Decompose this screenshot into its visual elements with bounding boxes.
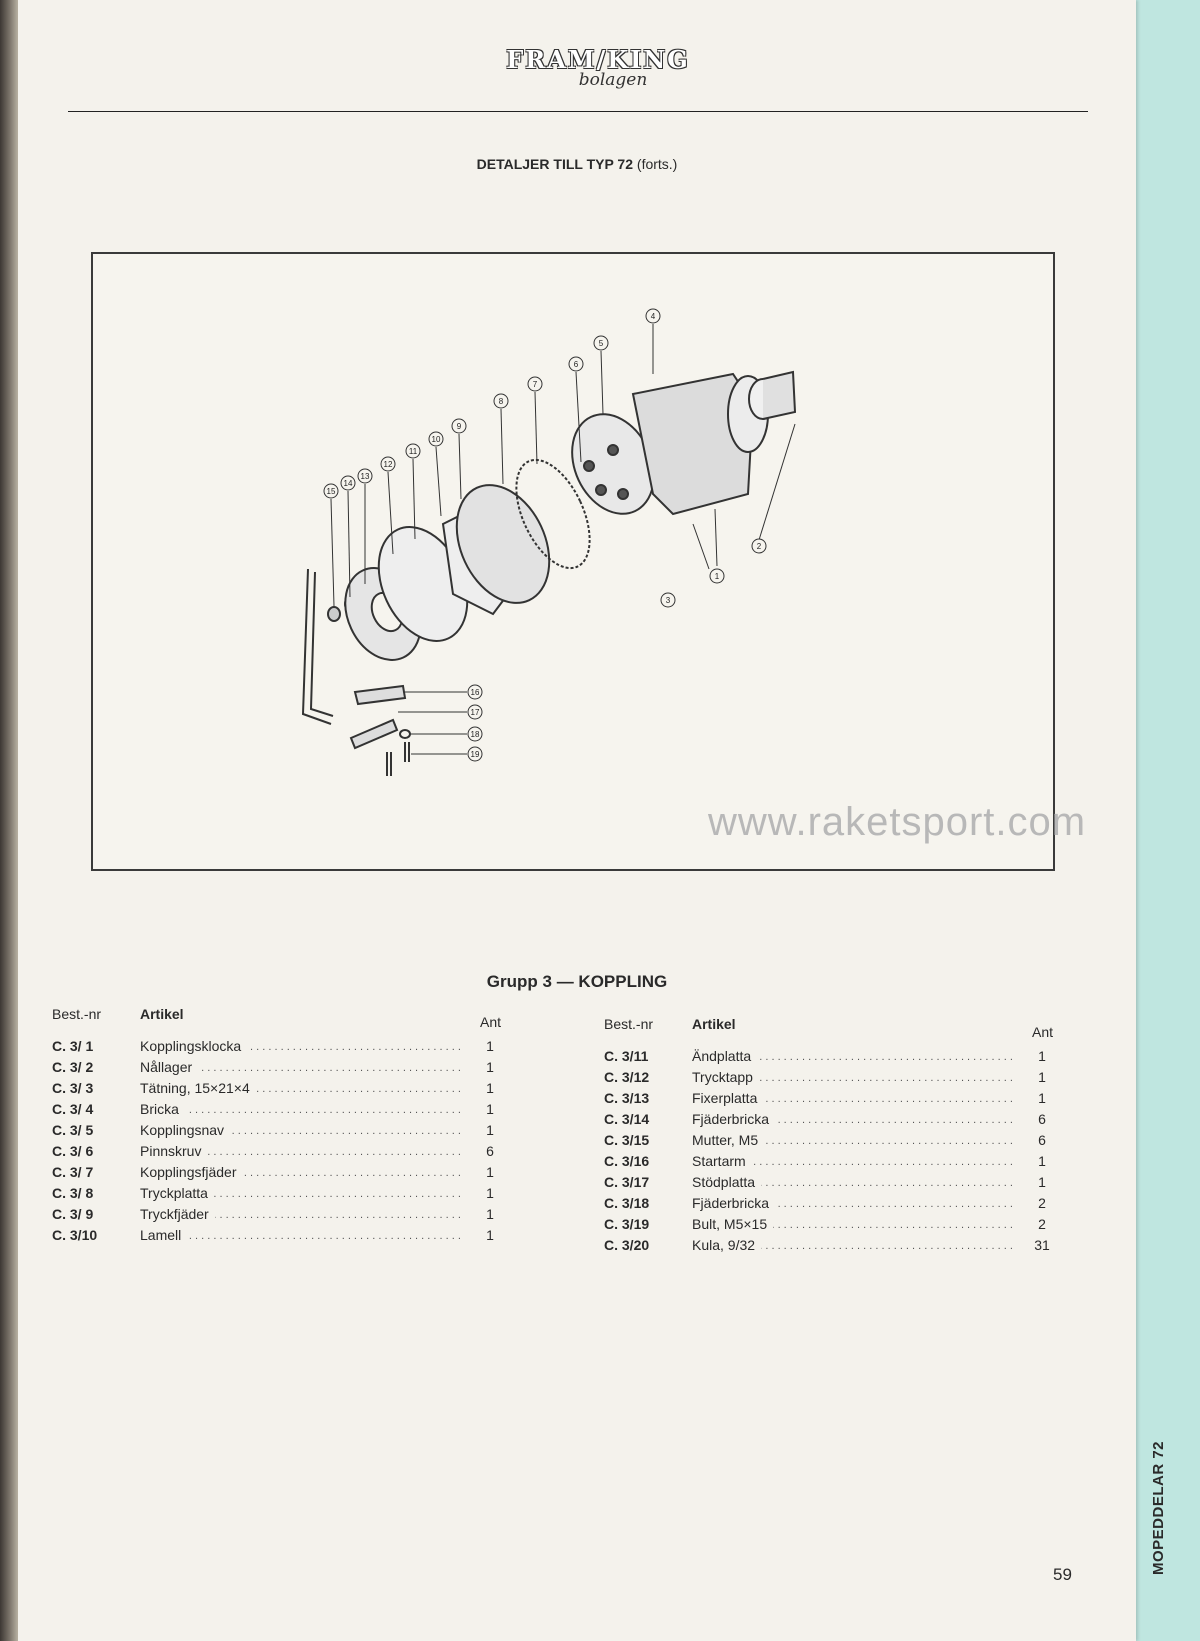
part-qty: 2 bbox=[1038, 1216, 1046, 1232]
part-name: Tryckfjäder bbox=[140, 1206, 215, 1222]
part-qty: 6 bbox=[1038, 1132, 1046, 1148]
part-code: C. 3/17 bbox=[604, 1174, 650, 1190]
table-row bbox=[604, 1195, 1074, 1216]
part-name-cell bbox=[140, 1101, 460, 1117]
part-name: Kopplingsklocka bbox=[140, 1038, 247, 1054]
part-qty: 1 bbox=[1038, 1090, 1046, 1106]
callout-label: 4 bbox=[650, 312, 656, 321]
callout-label: 12 bbox=[383, 460, 393, 469]
part-code: C. 3/ 3 bbox=[52, 1080, 94, 1096]
callout-11 bbox=[406, 444, 420, 458]
part-code: C. 3/14 bbox=[604, 1111, 650, 1127]
callout-label: 18 bbox=[470, 730, 480, 739]
callout-label: 1 bbox=[714, 572, 720, 581]
part-code: C. 3/11 bbox=[604, 1048, 649, 1064]
table-row bbox=[604, 1090, 1074, 1111]
part-name-cell bbox=[692, 1216, 1012, 1232]
part-qty: 1 bbox=[1038, 1048, 1046, 1064]
table-row bbox=[604, 1048, 1074, 1069]
part-code: C. 3/20 bbox=[604, 1237, 650, 1253]
part-name-cell bbox=[692, 1153, 1012, 1169]
part-name-cell bbox=[140, 1206, 460, 1222]
table-row bbox=[604, 1069, 1074, 1090]
table-header bbox=[604, 1016, 1074, 1048]
brand-logo bbox=[478, 45, 718, 90]
table-row bbox=[604, 1132, 1074, 1153]
part-code: C. 3/15 bbox=[604, 1132, 650, 1148]
part-code: C. 3/18 bbox=[604, 1195, 650, 1211]
callout-15 bbox=[324, 484, 338, 498]
part-code: C. 3/ 6 bbox=[52, 1143, 94, 1159]
part-name: Lamell bbox=[140, 1227, 187, 1243]
parts-table-right bbox=[604, 1016, 1074, 1258]
part-name-cell bbox=[140, 1080, 460, 1096]
subtitle-main: DETALJER TILL TYP 72 bbox=[476, 156, 634, 172]
parts-table-left bbox=[52, 1006, 522, 1248]
callout-10 bbox=[429, 432, 443, 446]
callout-label: 19 bbox=[470, 750, 480, 759]
part-code: C. 3/19 bbox=[604, 1216, 650, 1232]
part-qty: 1 bbox=[486, 1164, 494, 1180]
document-page bbox=[18, 0, 1136, 1641]
callout-label: 15 bbox=[326, 487, 336, 496]
callout-label: 17 bbox=[470, 708, 480, 717]
rows-left bbox=[52, 1038, 522, 1248]
part-qty: 1 bbox=[486, 1206, 494, 1222]
table-header bbox=[52, 1006, 522, 1038]
callout-label: 13 bbox=[360, 472, 370, 481]
callout-label: 7 bbox=[532, 380, 538, 389]
callout-19 bbox=[468, 747, 482, 761]
table-row bbox=[52, 1080, 522, 1101]
part-qty: 1 bbox=[486, 1059, 494, 1075]
callout-label: 11 bbox=[408, 447, 418, 456]
callout-label: 8 bbox=[498, 397, 504, 406]
book-spine bbox=[0, 0, 18, 1641]
table-row bbox=[604, 1237, 1074, 1258]
callout-4 bbox=[646, 309, 660, 323]
part-name: Bricka bbox=[140, 1101, 185, 1117]
header-code: Best.-nr bbox=[604, 1016, 654, 1032]
part-code: C. 3/ 1 bbox=[52, 1038, 94, 1054]
table-row bbox=[52, 1206, 522, 1227]
part-name-cell bbox=[692, 1174, 1012, 1190]
part-code: C. 3/ 7 bbox=[52, 1164, 94, 1180]
part-qty: 1 bbox=[1038, 1174, 1046, 1190]
part-name: Fjäderbricka bbox=[692, 1111, 775, 1127]
part-name: Fixerplatta bbox=[692, 1090, 763, 1106]
table-row bbox=[52, 1059, 522, 1080]
part-qty: 1 bbox=[1038, 1069, 1046, 1085]
part-name-cell bbox=[140, 1227, 460, 1243]
callout-3 bbox=[661, 593, 675, 607]
part-code: C. 3/12 bbox=[604, 1069, 650, 1085]
table-row bbox=[604, 1153, 1074, 1174]
header-rule bbox=[68, 111, 1088, 112]
part-name-cell bbox=[692, 1111, 1012, 1127]
table-row bbox=[52, 1227, 522, 1248]
part-name: Fjäderbricka bbox=[692, 1195, 775, 1211]
part-name: Tryckplatta bbox=[140, 1185, 214, 1201]
callout-12 bbox=[381, 457, 395, 471]
header-article: Artikel bbox=[140, 1006, 184, 1022]
subtitle-suffix: (forts.) bbox=[636, 156, 678, 172]
callout-label: 2 bbox=[756, 542, 762, 551]
callout-16 bbox=[468, 685, 482, 699]
part-name-cell bbox=[140, 1059, 460, 1075]
part-name-cell bbox=[140, 1038, 460, 1054]
callout-5 bbox=[594, 336, 608, 350]
rows-right bbox=[604, 1048, 1074, 1258]
part-code: C. 3/ 4 bbox=[52, 1101, 94, 1117]
callout-label: 16 bbox=[470, 688, 480, 697]
part-qty: 1 bbox=[486, 1185, 494, 1201]
callout-6 bbox=[569, 357, 583, 371]
callout-label: 3 bbox=[665, 596, 671, 605]
callout-8 bbox=[494, 394, 508, 408]
callout-18 bbox=[468, 727, 482, 741]
part-name: Ändplatta bbox=[692, 1048, 757, 1064]
table-row bbox=[52, 1038, 522, 1059]
callout-label: 10 bbox=[431, 435, 441, 444]
part-name-cell bbox=[692, 1048, 1012, 1064]
part-qty: 31 bbox=[1034, 1237, 1050, 1253]
part-name-cell bbox=[692, 1132, 1012, 1148]
table-row bbox=[52, 1164, 522, 1185]
watermark-text: www.raketsport.com bbox=[708, 800, 1087, 844]
header-article: Artikel bbox=[692, 1016, 736, 1032]
group-heading: Grupp 3 — KOPPLING bbox=[486, 972, 668, 991]
part-code: C. 3/16 bbox=[604, 1153, 650, 1169]
part-name-cell bbox=[692, 1237, 1012, 1253]
table-row bbox=[52, 1185, 522, 1206]
part-name-cell bbox=[140, 1122, 460, 1138]
callout-label: 9 bbox=[456, 422, 462, 431]
logo-main-text: FRAM/KING bbox=[506, 45, 690, 74]
part-qty: 1 bbox=[486, 1227, 494, 1243]
exploded-clutch-diagram bbox=[91, 252, 1055, 871]
part-code: C. 3/10 bbox=[52, 1227, 98, 1243]
part-name: Stödplatta bbox=[692, 1174, 761, 1190]
header-qty: Ant bbox=[1032, 1024, 1054, 1040]
part-qty: 6 bbox=[1038, 1111, 1046, 1127]
part-name-cell bbox=[692, 1195, 1012, 1211]
logo-sub-text: bolagen bbox=[578, 70, 648, 90]
part-name: Nållager bbox=[140, 1059, 198, 1075]
callout-13 bbox=[358, 469, 372, 483]
part-code: C. 3/ 2 bbox=[52, 1059, 94, 1075]
part-code: C. 3/ 5 bbox=[52, 1122, 94, 1138]
table-row bbox=[52, 1101, 522, 1122]
part-qty: 1 bbox=[486, 1122, 494, 1138]
part-qty: 1 bbox=[486, 1080, 494, 1096]
part-name: Tätning, 15×21×4 bbox=[140, 1080, 256, 1096]
header-qty: Ant bbox=[480, 1014, 502, 1030]
part-name: Kopplingsnav bbox=[140, 1122, 230, 1138]
part-qty: 1 bbox=[1038, 1153, 1046, 1169]
part-name: Bult, M5×15 bbox=[692, 1216, 773, 1232]
part-name: Kopplingsfjäder bbox=[140, 1164, 243, 1180]
table-row bbox=[604, 1216, 1074, 1237]
part-code: C. 3/ 9 bbox=[52, 1206, 94, 1222]
callout-label: 14 bbox=[343, 479, 353, 488]
part-name-cell bbox=[140, 1143, 460, 1159]
part-name: Startarm bbox=[692, 1153, 752, 1169]
part-qty: 1 bbox=[486, 1038, 494, 1054]
part-name: Kula, 9/32 bbox=[692, 1237, 761, 1253]
part-name-cell bbox=[692, 1090, 1012, 1106]
clutch-drawing bbox=[93, 254, 1053, 869]
callout-2 bbox=[752, 539, 766, 553]
part-name-cell bbox=[140, 1164, 460, 1180]
part-name-cell bbox=[692, 1069, 1012, 1085]
header-code: Best.-nr bbox=[52, 1006, 102, 1022]
table-row bbox=[52, 1122, 522, 1143]
part-code: C. 3/13 bbox=[604, 1090, 650, 1106]
part-qty: 6 bbox=[486, 1143, 494, 1159]
page-number: 59 bbox=[1053, 1565, 1072, 1584]
callout-17 bbox=[468, 705, 482, 719]
callout-label: 5 bbox=[598, 339, 604, 348]
part-code: C. 3/ 8 bbox=[52, 1185, 94, 1201]
table-row bbox=[604, 1111, 1074, 1132]
callout-1 bbox=[710, 569, 724, 583]
part-name: Pinnskruv bbox=[140, 1143, 207, 1159]
part-name-cell bbox=[140, 1185, 460, 1201]
part-qty: 2 bbox=[1038, 1195, 1046, 1211]
page-subtitle bbox=[18, 156, 1136, 172]
part-qty: 1 bbox=[486, 1101, 494, 1117]
side-label: MOPEDDELAR 72 bbox=[1150, 1440, 1167, 1575]
table-row bbox=[52, 1143, 522, 1164]
part-name: Mutter, M5 bbox=[692, 1132, 764, 1148]
callout-label: 6 bbox=[573, 360, 579, 369]
part-name: Trycktapp bbox=[692, 1069, 759, 1085]
callout-14 bbox=[341, 476, 355, 490]
callout-7 bbox=[528, 377, 542, 391]
table-row bbox=[604, 1174, 1074, 1195]
callout-9 bbox=[452, 419, 466, 433]
